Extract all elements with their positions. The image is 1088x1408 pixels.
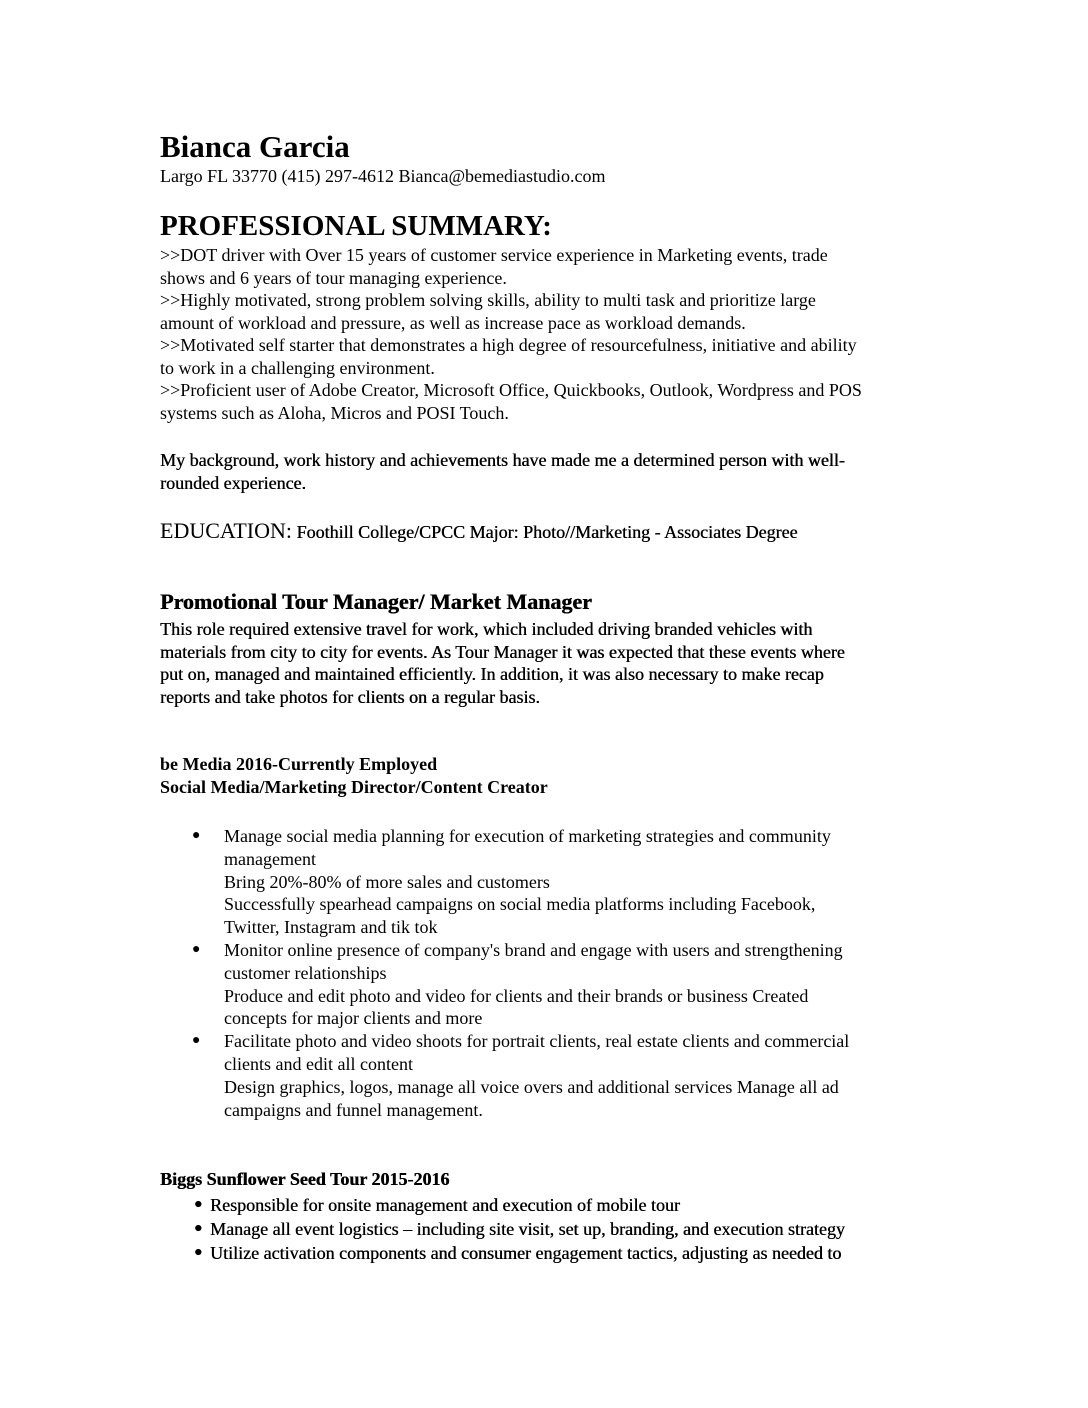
duty-line: Monitor online presence of company's brand and engage with users and strengthening	[224, 939, 843, 960]
bullet-icon: ●	[194, 1197, 203, 1212]
duty-line: concepts for major clients and more	[224, 1008, 483, 1029]
bullet-icon: ●	[192, 941, 201, 957]
list-item	[160, 1217, 845, 1241]
background-statement	[160, 449, 940, 495]
bullet-icon: ●	[194, 1221, 203, 1236]
duty-line: clients and edit all content	[224, 1053, 413, 1074]
candidate-name: Bianca Garcia	[160, 129, 350, 164]
duty-line: campaigns and funnel management.	[224, 1099, 483, 1120]
background-line: My background, work history and achievements have made me a determined person with well-	[160, 450, 845, 470]
bemedia-company-line: be Media 2016-Currently Employed	[160, 754, 438, 774]
duty-line: management	[224, 848, 316, 869]
biggs-duties-list	[160, 1193, 845, 1265]
summary-line: shows and 6 years of tour managing experience.	[160, 267, 507, 288]
duty-text: Utilize activation components and consumer engagement tactics, adjusting as needed to	[210, 1243, 842, 1263]
education-details: Foothill College/CPCC Major: Photo//Marketing - Associates Degree	[292, 522, 798, 542]
list-item	[190, 1030, 910, 1121]
list-item	[190, 825, 910, 939]
list-item	[190, 939, 910, 1030]
bullet-icon: ●	[192, 828, 201, 843]
duty-line: Bring 20%-80% of more sales and customers	[224, 871, 550, 892]
education-section	[160, 517, 797, 548]
tour-manager-line: materials from city to city for events. As Tour Manager it was expected that these events where	[160, 641, 845, 662]
duty-text: Responsible for onsite management and execution of mobile tour	[210, 1195, 680, 1215]
tour-manager-line: This role required extensive travel for work, which included driving branded vehicles with	[160, 619, 813, 639]
tour-manager-line: reports and take photos for clients on a regular basis.	[160, 686, 540, 707]
biggs-job-heading: Biggs Sunflower Seed Tour 2015-2016	[160, 1169, 450, 1189]
bemedia-title-line: Social Media/Marketing Director/Content Creator	[160, 777, 548, 797]
summary-line: >>Proficient user of Adobe Creator, Microsoft Office, Quickbooks, Outlook, Wordpress and POS	[160, 380, 862, 400]
summary-line: systems such as Aloha, Micros and POSI Touch.	[160, 402, 509, 423]
duty-line: Produce and edit photo and video for clients and their brands or business Created	[224, 985, 809, 1006]
professional-summary	[160, 244, 960, 424]
bemedia-job-header	[160, 753, 548, 799]
duty-line: customer relationships	[224, 962, 387, 983]
bullet-icon: ●	[192, 1033, 201, 1049]
list-item	[160, 1241, 845, 1265]
education-label: EDUCATION:	[160, 518, 292, 543]
summary-line: >>Motivated self starter that demonstrates a high degree of resourcefulness, initiative and ability	[160, 335, 857, 355]
summary-line: amount of workload and pressure, as well as increase pace as workload demands.	[160, 312, 746, 333]
duty-line: Design graphics, logos, manage all voice overs and additional services Manage all ad	[224, 1076, 839, 1097]
bullet-icon: ●	[194, 1245, 203, 1260]
summary-line: to work in a challenging environment.	[160, 357, 435, 378]
summary-line: >>DOT driver with Over 15 years of customer service experience in Marketing events, trade	[160, 245, 828, 265]
contact-info: Largo FL 33770 (415) 297-4612 Bianca@bemediastudio.com	[160, 166, 606, 186]
background-line: rounded experience.	[160, 473, 306, 493]
tour-manager-line: put on, managed and maintained efficiently. In addition, it was also necessary to make recap	[160, 664, 824, 684]
tour-manager-description	[160, 618, 960, 708]
duty-line: Successfully spearhead campaigns on social media platforms including Facebook,	[224, 894, 816, 915]
tour-manager-heading: Promotional Tour Manager/ Market Manager	[160, 589, 592, 614]
duty-text: Manage all event logistics – including site visit, set up, branding, and execution strategy	[210, 1219, 845, 1239]
summary-line: >>Highly motivated, strong problem solving skills, ability to multi task and prioritize large	[160, 290, 816, 310]
duty-line: Twitter, Instagram and tik tok	[224, 917, 438, 938]
professional-summary-heading: PROFESSIONAL SUMMARY:	[160, 210, 552, 242]
duty-line: Manage social media planning for execution of marketing strategies and community	[224, 826, 831, 846]
list-item	[160, 1193, 845, 1217]
duty-line: Facilitate photo and video shoots for portrait clients, real estate clients and commercial	[224, 1031, 850, 1052]
bemedia-duties-list	[190, 825, 910, 1121]
